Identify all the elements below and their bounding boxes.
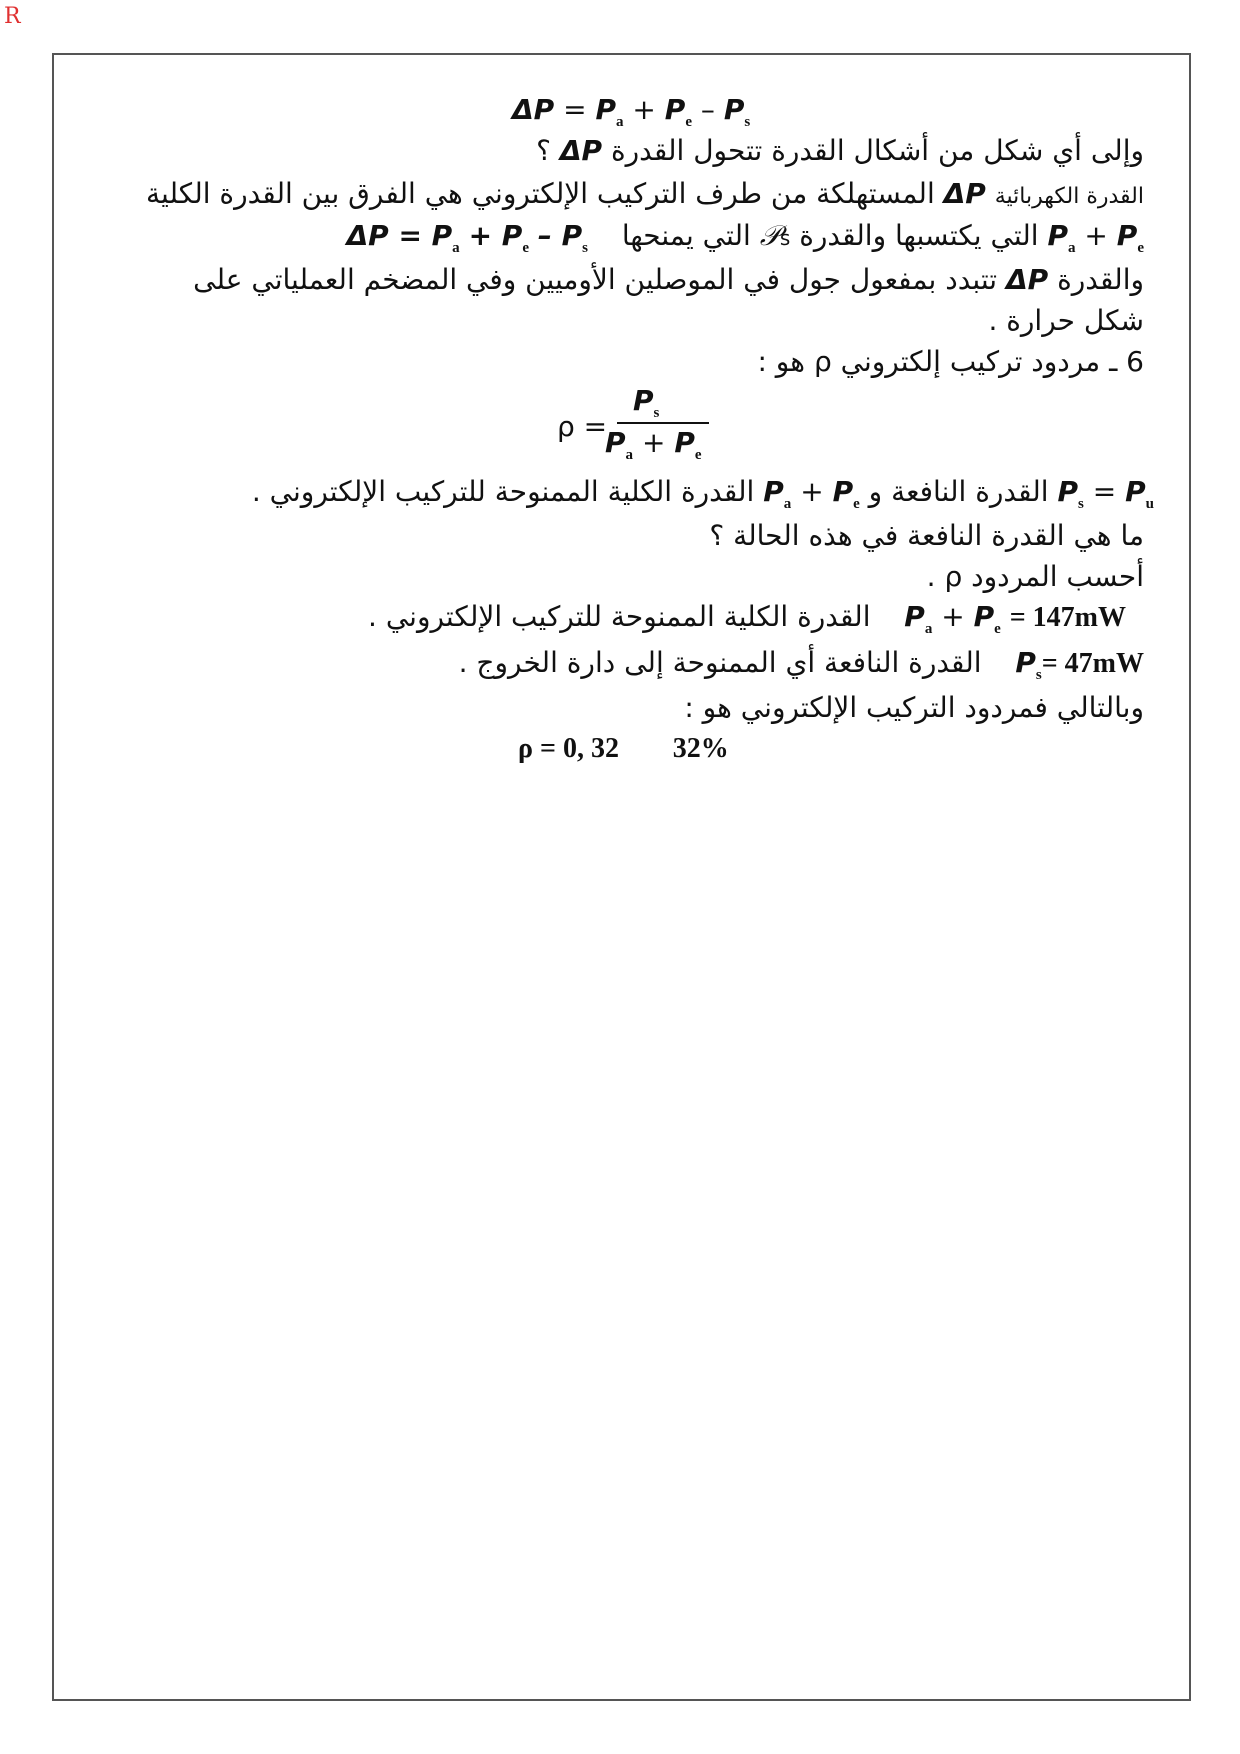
heat-symbol: ΔP (1006, 263, 1049, 296)
def1-text: المستهلكة من طرف التركيب الإلكتروني هي الفرق بين القدرة الكلية (146, 177, 935, 210)
eq-p2: P (664, 93, 686, 126)
eq-sub-s: s (744, 114, 751, 130)
fraction-denominator: $P_a + P_e$ (605, 426, 702, 463)
def2-sum: $P_a + P_e$ (1047, 219, 1144, 256)
eq-lhs: ΔP (512, 93, 555, 126)
heat-line-1 (193, 262, 1144, 298)
definition-line-1 (146, 176, 1144, 215)
eq-p1: P (595, 93, 617, 126)
defs-text-1: القدرة النافعة و (868, 475, 1049, 508)
defs-text-2: القدرة الكلية الممنوحة للتركيب الإلكتروني . (251, 475, 755, 508)
calculate-line: أحسب المردود ρ . (926, 560, 1144, 593)
ps-pu: $P_s = P_u$ (1057, 475, 1154, 512)
total-power-formula: $P_a + P_e = 147mW$ (904, 600, 1126, 637)
useful-power-line (459, 645, 1144, 693)
definition-line-2 (347, 218, 1145, 266)
definitions-line (252, 474, 1154, 522)
result-line (518, 730, 729, 767)
efficiency-fraction (557, 384, 717, 474)
def2-text-2: التي يمنحها (621, 219, 751, 252)
page-frame (52, 53, 1191, 1701)
heat-line-2: شكل حرارة . (988, 304, 1144, 337)
result-percent: 32% (672, 733, 729, 764)
question-2: ما هي القدرة النافعة في هذه الحالة ؟ (709, 519, 1144, 552)
def2-formula: $\Delta P = P_a + P_e - P_s$ (346, 219, 589, 256)
fraction-numerator: $P_s$ (633, 384, 660, 421)
total-power-line (368, 599, 1126, 647)
fraction-lhs: ρ = (557, 410, 608, 443)
eq-sub-e: e (685, 114, 692, 130)
def1-symbol: ΔP (943, 177, 986, 210)
question-symbol: ΔP (559, 134, 603, 167)
question-text: وإلى أي شكل من أشكال القدرة تتحول القدرة (610, 134, 1144, 167)
def1-small-label: القدرة الكهربائية (994, 184, 1144, 209)
eq-minus: – (700, 93, 715, 126)
total-power-text: القدرة الكلية الممنوحة للتركيب الإلكتروني . (368, 600, 871, 633)
def2-ps: 𝒫s (759, 219, 791, 252)
heat-start: والقدرة (1057, 263, 1144, 296)
eq-p3: P (723, 93, 745, 126)
question-line (536, 133, 1144, 169)
useful-power-text: القدرة النافعة أي الممنوحة إلى دارة الخروج . (458, 646, 982, 679)
result-rho: ρ = 0, 32 (518, 733, 619, 764)
efficiency-title: 6 ـ مردود تركيب إلكتروني ρ هو : (757, 345, 1144, 378)
eq-sub-a: a (616, 114, 624, 130)
def2-text-1: التي يكتسبها والقدرة (799, 219, 1039, 252)
heat-text: تتبدد بمفعول جول في الموصلين الأوميين وفي المضخم العملياتي على (193, 263, 998, 296)
corner-mark: R (4, 4, 21, 29)
defs-pa-pe: $P_a + P_e$ (763, 475, 860, 512)
eq-plus: + (632, 93, 656, 126)
eq-sign: = (563, 93, 587, 126)
useful-power-formula: $P_s= 47mW$ (1015, 646, 1144, 683)
fraction-bar (617, 422, 709, 424)
question-mark: ؟ (536, 134, 551, 167)
therefore-line: وبالتالي فمردود التركيب الإلكتروني هو : (684, 691, 1144, 724)
